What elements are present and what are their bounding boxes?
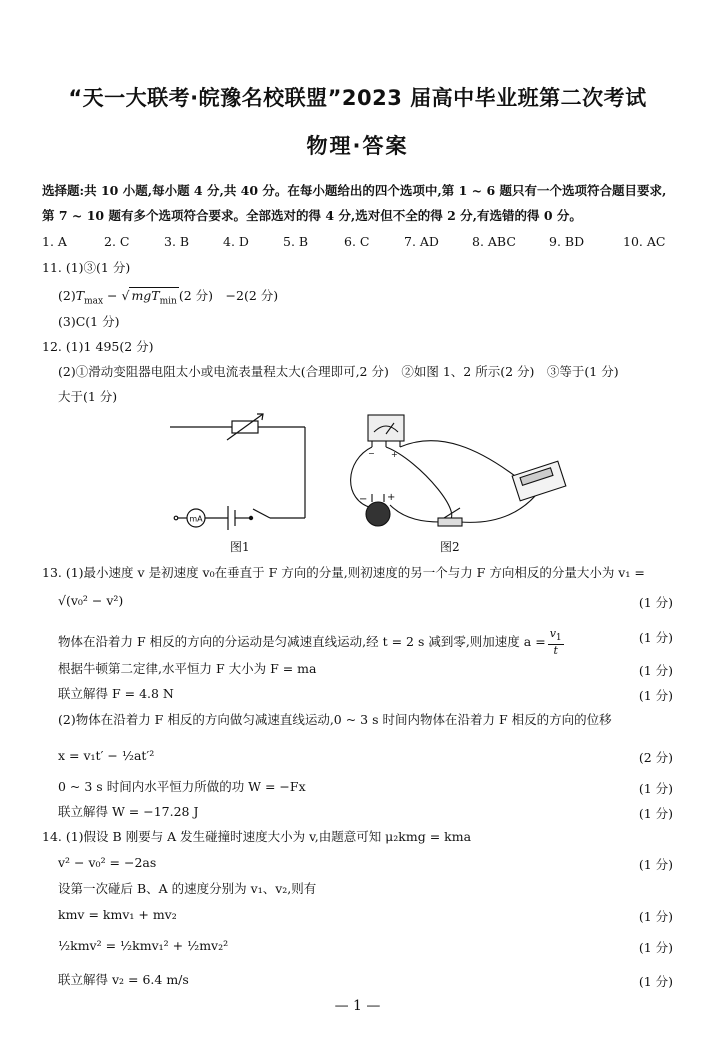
q11-part-label: (2) <box>58 288 76 303</box>
svg-text:+: + <box>387 492 396 503</box>
q13-line-2: √(v₀² − v²) <box>58 593 124 608</box>
q13-score-4: (1 分) <box>638 688 673 703</box>
q12-line-3: 大于(1 分) <box>58 389 118 404</box>
q14-score-1: (1 分) <box>638 857 673 872</box>
figure-2-caption: 图2 <box>440 540 460 554</box>
answer-2: 2. C <box>104 234 130 249</box>
svg-text:−: − <box>368 449 375 458</box>
answer-4: 4. D <box>223 234 249 249</box>
milliammeter-icon <box>368 415 404 441</box>
meter-label: mA <box>189 514 203 524</box>
q13-score-1: (1 分) <box>638 595 673 610</box>
figure-2-wiring <box>350 410 580 535</box>
svg-text:−: − <box>359 494 368 505</box>
page-title: “天一大联考·皖豫名校联盟”2023 届高中毕业班第二次考试 <box>68 86 647 110</box>
q12-line-2: (2)①滑动变阻器电阻太小或电流表量程太大(合理即可,2 分) ②如图 1、2 所示(2 分) ③等于(1 分) <box>58 364 619 379</box>
answer-6: 6. C <box>344 234 370 249</box>
choice-answers <box>42 234 682 250</box>
q13-score-2: (1 分) <box>638 630 673 645</box>
q13-line-5: 联立解得 F = 4.8 N <box>58 686 174 701</box>
fruit-battery-icon <box>366 502 390 526</box>
answer-7: 7. AD <box>404 234 439 249</box>
fraction-v1-over-t: $\frac{v_1}{t}$ <box>549 627 562 658</box>
page-subtitle: 物理·答案 <box>306 134 409 158</box>
q14-line-3: 设第一次碰后 B、A 的速度分别为 v₁、v₂,则有 <box>58 881 317 896</box>
q11-line-2: $(2)T_{max}$ − √ mgT$_{min}$ (2 分) −2(2 分) <box>58 288 279 307</box>
q14-score-3: (1 分) <box>638 940 673 955</box>
q11-line-2-rest: (2 分) −2(2 分) <box>178 288 279 303</box>
q14-line-6: 联立解得 v₂ = 6.4 m/s <box>58 972 189 987</box>
q13-line-3-text: 物体在沿着力 F 相反的方向的分运动是匀减速直线运动,经 t = 2 s 减到零,则加速度 a = <box>58 634 546 650</box>
q13-line-9: 联立解得 W = −17.28 J <box>58 804 199 819</box>
q13-line-6: (2)物体在沿着力 F 相反的方向做匀减速直线运动,0 ~ 3 s 时间内物体在沿着力 F 相反的方向的位移 <box>58 712 612 727</box>
rheostat-icon <box>512 461 566 501</box>
q14-line-1: 14. (1)假设 B 刚要与 A 发生碰撞时速度大小为 v,由题意可知 μ₂kmg = kma <box>42 829 472 844</box>
q13-line-7: x = v₁t′ − ½at′² <box>58 748 155 763</box>
page-number: — 1 — <box>334 998 381 1014</box>
intro-line-2: 第 7 ~ 10 题有多个选项符合要求。全部选对的得 4 分,选对但不全的得 2 分,有选错的得 0 分。 <box>42 208 582 223</box>
q14-line-4: kmv = kmv₁ + mv₂ <box>58 907 177 922</box>
q14-line-5: ½kmv² = ½kmv₁² + ½mv₂² <box>58 938 229 953</box>
q14-line-2: v² − v₀² = −2as <box>58 855 157 870</box>
q13-score-6: (1 分) <box>638 781 673 796</box>
q13-score-5: (2 分) <box>638 750 673 765</box>
q13-line-8: 0 ~ 3 s 时间内水平恒力所做的功 W = −Fx <box>58 779 306 794</box>
answer-3: 3. B <box>164 234 190 249</box>
q14-score-4: (1 分) <box>638 974 673 989</box>
q13-score-3: (1 分) <box>638 663 673 678</box>
intro-line-1: 选择题:共 10 小题,每小题 4 分,共 40 分。在每小题给出的四个选项中,第 1 ~ 6 题只有一个选项符合题目要求, <box>42 183 667 198</box>
svg-text:+: + <box>391 450 398 459</box>
q14-score-2: (1 分) <box>638 909 673 924</box>
answer-8: 8. ABC <box>472 234 516 249</box>
answer-1: 1. A <box>42 234 67 249</box>
figure-1-caption: 图1 <box>230 540 250 554</box>
q12-line-1: 12. (1)1 495(2 分) <box>42 339 154 354</box>
q13-line-3 <box>58 628 566 657</box>
answer-5: 5. B <box>283 234 309 249</box>
q11-line-3: (3)C(1 分) <box>58 314 120 329</box>
figure-1-circuit <box>165 410 315 530</box>
switch-icon <box>438 518 462 526</box>
q13-line-1: 13. (1)最小速度 v 是初速度 v₀在垂直于 F 方向的分量,则初速度的另一个与力 F 方向相反的分量大小为 v₁ = <box>42 565 645 580</box>
q13-score-7: (1 分) <box>638 806 673 821</box>
q11-line-1: 11. (1)③(1 分) <box>42 260 131 275</box>
answer-9: 9. BD <box>549 234 585 249</box>
q13-line-4: 根据牛顿第二定律,水平恒力 F 大小为 F = ma <box>58 661 317 676</box>
answer-10: 10. AC <box>623 234 666 249</box>
